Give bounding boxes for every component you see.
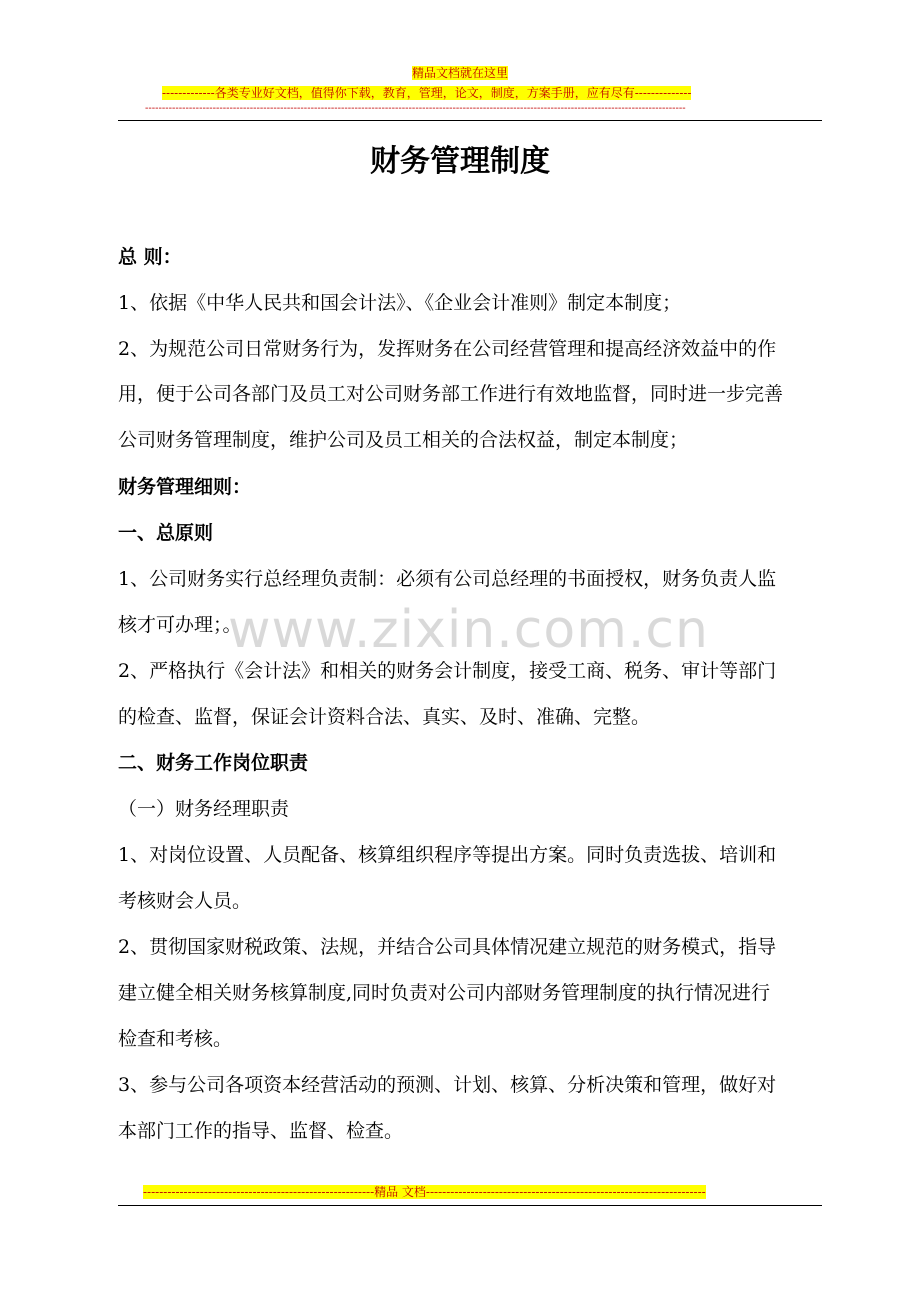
- paragraph-line: 3、参与公司各项资本经营活动的预测、计划、核算、分析决策和管理，做好对: [118, 1074, 777, 1096]
- paragraph-line: 检查和考核。: [118, 1028, 233, 1050]
- paragraph-line: 用，便于公司各部门及员工对公司财务部工作进行有效地监督，同时进一步完善: [118, 383, 784, 405]
- header-slogan-text: -------------各类专业好文档，值得你下载，教育，管理，论文，制度，方案手册，应有尽有--------------: [162, 86, 692, 100]
- watermark: www.zixin.com.cn: [228, 600, 709, 660]
- paragraph-line: 建立健全相关财务核算制度,同时负责对公司内部财务管理制度的执行情况进行: [118, 982, 771, 1004]
- section-heading-general: 总 则：: [118, 246, 182, 268]
- paragraph-line: 2、为规范公司日常财务行为，发挥财务在公司经营管理和提高经济效益中的作: [118, 338, 777, 360]
- paragraph-line: 核才可办理；。: [118, 614, 242, 636]
- section-heading-principles: 一、总原则: [118, 522, 214, 544]
- page-title: 财务管理制度: [370, 144, 550, 179]
- paragraph-line: 2、贯彻国家财税政策、法规，并结合公司具体情况建立规范的财务模式，指导: [118, 936, 777, 958]
- paragraph-line: 考核财会人员。: [118, 890, 252, 912]
- paragraph-line: 的检查、监督，保证会计资料合法、真实、及时、准确、完整。: [118, 706, 651, 728]
- header-dashes: ----------------------------------------------------------------------------------------------------------------------------------------------------------------: [145, 103, 686, 114]
- subsection-heading: （一）财务经理职责: [118, 798, 290, 820]
- footer-rule: [118, 1205, 822, 1206]
- header-banner-slogan: [162, 86, 691, 100]
- header-rule: [118, 120, 822, 121]
- paragraph-line: 1、对岗位设置、人员配备、核算组织程序等提出方案。同时负责选拔、培训和: [118, 844, 777, 866]
- footer-banner: [143, 1185, 795, 1199]
- header-banner-text: 精品文档就在这里: [412, 66, 509, 80]
- paragraph-line: 1、依据《中华人民共和国会计法》、《企业会计准则》制定本制度；: [118, 292, 682, 314]
- paragraph-line: 本部门工作的指导、监督、检查。: [118, 1120, 404, 1142]
- section-heading-rules: 财务管理细则：: [118, 476, 252, 498]
- paragraph-line: 2、严格执行《会计法》和相关的财务会计制度，接受工商、税务、审计等部门: [118, 660, 777, 682]
- footer-banner-text: ---------------------------------------------------------精品 文档---------------------------------------------------------------------: [143, 1185, 706, 1199]
- header-banner-top: [412, 66, 508, 80]
- paragraph-line: 1、公司财务实行总经理负责制：必须有公司总经理的书面授权，财务负责人监: [118, 568, 777, 590]
- section-heading-duties: 二、财务工作岗位职责: [118, 752, 309, 774]
- paragraph-line: 公司财务管理制度，维护公司及员工相关的合法权益，制定本制度；: [118, 429, 689, 451]
